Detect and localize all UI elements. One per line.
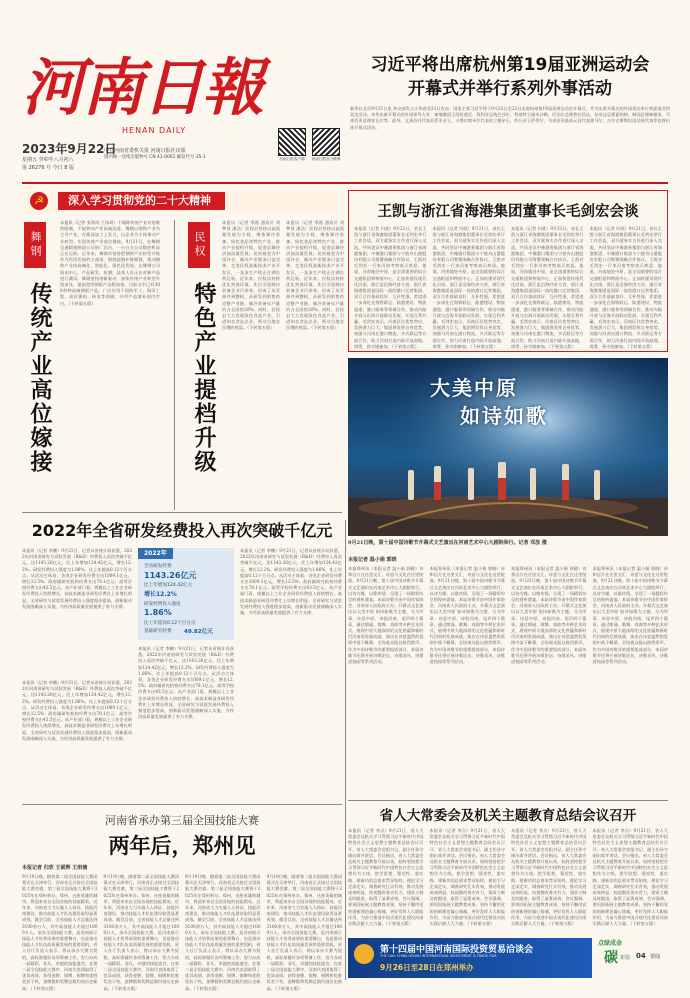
skills-body: 9月19日晚，随着第二届全国技能大赛闭幕式在天津举行，河南省正式接过全国技能大赛会旗，第三届全国技能大赛将于2025年在郑州举办。郑州，这座英雄的城市，将迎来来自全国各地的技能精英。近年来，河南省大力实施人人持证、技能河南建设，推动技能人才队伍建设取得显著成效。截至目前，全省技能人才总量达到3100余万人，其中高技能人才超过1000万人。承办全国技能大赛，是河南展示技能人才培养成果的重要舞台，也是推动技能人才队伍高质量发展的重要契机。省人社厅负责人表示，将以承办大赛为契机，高标准做好各项筹备工作，努力办成一届精彩、非凡、卓越的技能盛会。在第二届全国技能大赛中，河南代表团取得了优异成绩，获得金牌、银牌、铜牌和优胜奖若干枚，金牌数和奖牌总数均创历史新高。（下转第五版） [22, 874, 98, 991]
top-news-body: 新华社北京9月21日电 外交部发言人华春莹21日宣布：国家主席习近平将于9月22日至23日出席杭州第19届亚洲运动会开幕式，并为出席开幕式的外国贵宾举行欢迎宴会和双边活动。来华出席开幕式的外国领导人有：柬埔寨国王西哈莫尼、叙利亚总统巴沙尔、科威特王储米沙勒、尼泊尔总理普拉昌达、东帝汶总理夏纳纳、韩国总理韩德洙、马来西亚总理安瓦尔等。此外，文莱苏丹代表苏菲亚亲王，卡塔尔埃米尔代表哈立德亲王，约旦亲王萨伊尔，马来西亚最高元首代表奥马尔，吉尔吉斯斯坦国总统代表等也将出席开幕式活动。 [350, 106, 670, 130]
fair-logo-icon [354, 944, 374, 964]
fair-ad-dates: 9月26日至28日在郑州举办 [380, 963, 474, 972]
infobox-label: 研发经费投入强度 [144, 602, 181, 607]
promo-word-suffix: 新篇 [620, 955, 631, 961]
logo: 河南日報 [22, 51, 263, 124]
infobox-value: 1.86% [144, 608, 172, 617]
main-story-body: 本报讯（记者 归欣）9月21日，省长王凯与浙江省海港集团董事长毛剑宏举行工作会谈，双方就务实合作进行深入交流，共同见证中豫港务集团与浙江省海港集团、中豫港口集团与宁波舟山港股份有限公司签署战略合作协议。王凯对毛剑宏一行来河南考察表示欢迎。他说，河南地处中原，是全国重要的综合交通枢纽和物流中心，正加快建设现代化河南。浙江是沿海经济大省，浙江省海港集团是国际一流的港口运营集团。双方合作基础良好、互补性强，希望进一步深化在海铁联运、陆港建设、物流通道、港口服务等领域合作，推动内陆开放与沿海开放联动发展，实现互利共赢。毛剑宏表示，河南区位优势突出，发展潜力巨大，集团将发挥自身优势，加强与河南在港口物流、多式联运等方面合作，助力河南打造内陆开放高地。周霁、孙守刚参加。（下转第五版） [589, 226, 662, 349]
infobox-label: 比上年提高0.12个百分点 [144, 621, 196, 626]
infobox-value: 1143.26亿元 [144, 571, 197, 580]
right-story-headline[interactable]: 特色产业提档升级 [191, 282, 217, 474]
right-story-body: 本报讯（记者 李燕 通讯员 刘梦珂 潘洁）民权县坚持以高质量发展为主线，聚焦制冷装备、绿色食品等特色产业，推动产业提档升级，促进县域经济高质量发展。民权被誉为中国冷谷，制冷产业链条日益完善。走进民权高新技术产业开发区，一条条生产线正在满负荷运转。近年来，民权县持续优化营商环境，先后引进制冷装备企业百余家，形成了从零部件到整机、从研发到销售的完整产业链，制冷装备年产量约占全国的20%。同时，民权县大力发展绿色食品产业，引进知名食品企业，带动当地农民增收致富。（下转第五版） [222, 220, 280, 331]
left-story-headline[interactable]: 传统产业高位嫁接 [27, 282, 53, 474]
divider [345, 520, 346, 980]
main-story-body: 本报讯（记者 归欣）9月21日，省长王凯与浙江省海港集团董事长毛剑宏举行工作会谈，双方就务实合作进行深入交流，共同见证中豫港务集团与浙江省海港集团、中豫港口集团与宁波舟山港股份有限公司签署战略合作协议。王凯对毛剑宏一行来河南考察表示欢迎。他说，河南地处中原，是全国重要的综合交通枢纽和物流中心，正加快建设现代化河南。浙江是沿海经济大省，浙江省海港集团是国际一流的港口运营集团。双方合作基础良好、互补性强，希望进一步深化在海铁联运、陆港建设、物流通道、港口服务等领域合作，推动内陆开放与沿海开放联动发展，实现互利共赢。毛剑宏表示，河南区位优势突出，发展潜力巨大，集团将发挥自身优势，加强与河南在港口物流、多式联运等方面合作，助力河南打造内陆开放高地。周霁、孙守刚参加。（下转第五版） [354, 226, 427, 349]
promo-word: 碳 [604, 950, 618, 966]
divider [348, 800, 668, 801]
english-name: HENAN DAILY [122, 126, 187, 135]
org-line-2: 国内统一连续出版物号 CN 41-0001 邮发代号 35-1 [104, 155, 206, 160]
promo-slogan: 点绿成金 [598, 940, 623, 947]
investment-body: 本报讯（记者 李鹏）9月21日，记者从省统计局获悉，2022年河南省研究与试验发展（R&D）经费投入再次突破千亿元，达1143.26亿元，比上年增加124.42亿元，增长12.2%。研发经费投入强度为1.86%，比上年提高0.12个百分点。从活动主体看，各类企业研发经费支出1009.1亿元，增长12.5%；政府属研究机构经费支出78.1亿元；高等学校经费支出43.5亿元。从产业部门看，规模以上工业企业研发经费投入持续增长，高技术制造业研发经费比上年增长明显。全省研究与试验发展经费投入强度稳步提高，创新驱动发展战略深入实施，为经济高质量发展提供了有力支撑。 [240, 548, 342, 616]
qr-code-icon[interactable] [278, 128, 306, 156]
photo-headline-2: 如诗如歌 [460, 404, 548, 428]
divider [22, 512, 342, 513]
top-news [350, 50, 670, 176]
photo-caption: 9月21日晚，第十届中国诗歌节开幕式文艺演出在河南艺术中心大剧院举行。记者 邓放 摄 [348, 540, 547, 546]
main-story-body: 本报讯（记者 归欣）9月21日，省长王凯与浙江省海港集团董事长毛剑宏举行工作会谈，双方就务实合作进行深入交流，共同见证中豫港务集团与浙江省海港集团、中豫港口集团与宁波舟山港股份有限公司签署战略合作协议。王凯对毛剑宏一行来河南考察表示欢迎。他说，河南地处中原，是全国重要的综合交通枢纽和物流中心，正加快建设现代化河南。浙江是沿海经济大省，浙江省海港集团是国际一流的港口运营集团。双方合作基础良好、互补性强，希望进一步深化在海铁联运、陆港建设、物流通道、港口服务等领域合作，推动内陆开放与沿海开放联动发展，实现互利共赢。毛剑宏表示，河南区位优势突出，发展潜力巨大，集团将发挥自身优势，加强与河南在港口物流、多式联运等方面合作，助力河南打造内陆开放高地。周霁、孙守刚参加。（下转第五版） [432, 226, 505, 349]
theme-edu-headline[interactable]: 省人大常委会及机关主题教育总结会议召开 [379, 808, 637, 824]
theme-edu-body: 本报讯（记者 李点）9月21日，省人大常委会及机关学习贯彻习近平新时代中国特色社会主义思想主题教育总结会议召开。省人大常委会党组书记、副主任孙守刚出席并讲话。会议指出，省人大常委会及机关主题教育开展以来，始终坚持把学习贯彻习近平新时代中国特色社会主义思想作为主线，把学思想、强党性、重实践、建新功的总要求贯穿始终，理论学习走深走实，调查研究扎实有效，推动发展成效明显，检视整改务实有力，建章立制及时跟进，取得了显著成效。会议强调，要巩固拓展主题教育成果，坚持不懈用党的创新理论凝心铸魂，更好发挥人大职能作用，为奋力推进中国式现代化建设河南实践贡献人大力量。（下转第五版） [429, 828, 505, 927]
infobox-title: 2022年 [138, 548, 173, 559]
org-line-1: 中共河南省委机关报 河南日报社出版 [104, 148, 186, 154]
qr-code-icon[interactable] [312, 128, 340, 156]
skills-columns [22, 874, 342, 991]
photo-headline-1: 大美中原 [430, 376, 518, 400]
page-number: 04 [636, 952, 646, 960]
fair-ad-title: 第十四届中国河南国际投资贸易洽谈会 [380, 945, 534, 955]
skills-overline: 河南省承办第三届全国技能大赛 [105, 814, 259, 827]
main-story-headline[interactable]: 王凯与浙江省海港集团董事长毛剑宏会谈 [377, 203, 639, 220]
qr-label: 河南日报客户端 [279, 157, 305, 161]
main-story [354, 196, 662, 348]
theme-banner [22, 190, 342, 212]
stage-photo[interactable] [348, 358, 668, 536]
skills-headline[interactable]: 两年后，郑州见 [108, 833, 256, 858]
infobox-label: 比上年增加124.42亿元 [144, 583, 193, 588]
investment-body: 本报讯（记者 李鹏）9月21日，记者从省统计局获悉，2022年河南省研究与试验发展（R&D）经费投入再次突破千亿元，达1143.26亿元，比上年增加124.42亿元，增长12.2%。研发经费投入强度为1.86%，比上年提高0.12个百分点。从活动主体看，各类企业研发经费支出1009.1亿元，增长12.5%；政府属研究机构经费支出78.1亿元；高等学校经费支出43.5亿元。从产业部门看，规模以上工业企业研发经费投入持续增长，高技术制造业研发经费比上年增长明显。全省研究与试验发展经费投入强度稳步提高，创新驱动发展战略深入实施，为经济高质量发展提供了有力支撑。 [22, 680, 132, 741]
right-story-body: 本报讯（记者 李燕 通讯员 刘梦珂 潘洁）民权县坚持以高质量发展为主线，聚焦制冷装备、绿色食品等特色产业，推动产业提档升级，促进县域经济高质量发展。民权被誉为中国冷谷，制冷产业链条日益完善。走进民权高新技术产业开发区，一条条生产线正在满负荷运转。近年来，民权县持续优化营商环境，先后引进制冷装备企业百余家，形成了从零部件到整机、从研发到销售的完整产业链，制冷装备年产量约占全国的20%。同时，民权县大力发展绿色食品产业，引进知名食品企业，带动当地农民增收致富。（下转第五版） [286, 220, 344, 331]
skills-byline: 本报记者 归欣 王硕辉 王雨楠 [22, 865, 88, 871]
investment-headline[interactable]: 2022年全省研发经费投入再次突破千亿元 [31, 521, 333, 540]
party-emblem-icon: ☭ [30, 192, 48, 210]
photo-story-body: 本报郑州讯（本报记者 温小娟 郭晓）诗和远方在这里交汇，诗意与文化在这里绽放。9月21日晚，第十届中国诗歌节开幕式文艺演出在河南艺术中心大剧院举行，以诗为媒，以歌传情，呈现了一场精彩纷呈的视听盛宴。本届诗歌节由中国作家协会、河南省人民政府主办。开幕式文艺演出以大美中原 如诗如歌为主题，分为序章、诗意中原、诗韵河南、尾声四个篇章，通过朗诵、歌舞、戏曲等多种艺术形式，展现中原大地深厚的文化底蕴和新时代河南的发展成就。演出在诗意盎然的氛围中落下帷幕，全场观众报以热烈掌声。作为中国诗歌节的重要组成部分，本届诗歌节还将开展诗歌论坛、诗歌采风、诗歌进校园等系列活动。 [511, 566, 587, 665]
photo-story [348, 556, 668, 796]
qr-label: 河南日报官方微博 [311, 157, 341, 161]
left-story-body: 本报讯（记者 张海涛 王冰玥）不破除传统产业对思维的限制，不能够向产业高端迈进。舞钢以钢铁产业为主导产业，在精深加工上发力，以企业为主体推动产业转型，实现传统产业高位嫁接。9月21日，在舞钢宝通精密制造公司的厂区内，一台台全自动数控机床正在运转。近年来，舞钢市坚持把钢铁产业转型升级作为经济发展的主战场，围绕延链补链强链，推动钢铁产业向高端化、智能化、绿色化发展。在舞钢公司技术中心，产品研发、检测，技术人员正在对新产品进行测试。舞钢坚持创新驱动，加快传统产业转型升级步伐，提高宽厚钢板产品附加值，目前全市已有300余种高端钢板产品，广泛应用于国防军工、海洋工程、高层建筑、核电等领域，多项产品填补国内空白。（下转第五版） [60, 220, 160, 306]
investment-body: 本报讯（记者 李鹏）9月21日，记者从省统计局获悉，2022年河南省研究与试验发展（R&D）经费投入再次突破千亿元，达1143.26亿元，比上年增加124.42亿元，增长12.2%。研发经费投入强度为1.86%，比上年提高0.12个百分点。从活动主体看，各类企业研发经费支出1009.1亿元，增长12.5%；政府属研究机构经费支出78.1亿元；高等学校经费支出43.5亿元。从产业部门看，规模以上工业企业研发经费投入持续增长，高技术制造业研发经费比上年增长明显。全省研究与试验发展经费投入强度稳步提高，创新驱动发展战略深入实施，为经济高质量发展提供了有力支撑。 [22, 548, 132, 609]
masthead [22, 48, 268, 178]
tag-right: 民权 [188, 222, 210, 268]
divider [174, 220, 175, 510]
fair-ad-subtitle: THE 14th CHINA HENAN INTERNATIONAL INVESTMENT & TRADE FAIR [380, 954, 497, 958]
page-section: 要闻 [650, 954, 661, 960]
infobox-label: 全省研发经费 [144, 564, 172, 569]
qr-codes [274, 128, 344, 178]
theme-edu-body: 本报讯（记者 李点）9月21日，省人大常委会及机关学习贯彻习近平新时代中国特色社会主义思想主题教育总结会议召开。省人大常委会党组书记、副主任孙守刚出席并讲话。会议指出，省人大常委会及机关主题教育开展以来，始终坚持把学习贯彻习近平新时代中国特色社会主义思想作为主线，把学思想、强党性、重实践、建新功的总要求贯穿始终，理论学习走深走实，调查研究扎实有效，推动发展成效明显，检视整改务实有力，建章立制及时跟进，取得了显著成效。会议强调，要巩固拓展主题教育成果，坚持不懈用党的创新理论凝心铸魂，更好发挥人大职能作用，为奋力推进中国式现代化建设河南实践贡献人大力量。（下转第五版） [348, 828, 424, 927]
theme-edu-columns [348, 828, 668, 932]
divider [22, 804, 342, 805]
main-story-body: 本报讯（记者 归欣）9月21日，省长王凯与浙江省海港集团董事长毛剑宏举行工作会谈，双方就务实合作进行深入交流，共同见证中豫港务集团与浙江省海港集团、中豫港口集团与宁波舟山港股份有限公司签署战略合作协议。王凯对毛剑宏一行来河南考察表示欢迎。他说，河南地处中原，是全国重要的综合交通枢纽和物流中心，正加快建设现代化河南。浙江是沿海经济大省，浙江省海港集团是国际一流的港口运营集团。双方合作基础良好、互补性强，希望进一步深化在海铁联运、陆港建设、物流通道、港口服务等领域合作，推动内陆开放与沿海开放联动发展，实现互利共赢。毛剑宏表示，河南区位优势突出，发展潜力巨大，集团将发挥自身优势，加强与河南在港口物流、多式联运等方面合作，助力河南打造内陆开放高地。周霁、孙守刚参加。（下转第五版） [511, 226, 584, 349]
infobox-value: 49.82亿元 [184, 629, 213, 635]
top-news-title-1[interactable]: 习近平将出席杭州第19届亚洲运动会 [370, 55, 650, 75]
carbon-promo[interactable] [598, 938, 668, 978]
investment-body: 本报讯（记者 李鹏）9月21日，记者从省统计局获悉，2022年河南省研究与试验发展（R&D）经费投入再次突破千亿元，达1143.26亿元，比上年增加124.42亿元，增长12.2%。研发经费投入强度为1.86%，比上年提高0.12个百分点。从活动主体看，各类企业研发经费支出1009.1亿元，增长12.5%；政府属研究机构经费支出78.1亿元；高等学校经费支出43.5亿元。从产业部门看，规模以上工业企业研发经费投入持续增长，高技术制造业研发经费比上年增长明显。全省研究与试验发展经费投入强度稳步提高，创新驱动发展战略深入实施，为经济高质量发展提供了有力支撑。 [138, 646, 234, 720]
issue-number: 第 26276 号 今日 8 版 [22, 165, 75, 171]
top-news-title-2[interactable]: 开幕式并举行系列外事活动 [408, 79, 612, 99]
photo-story-columns [348, 566, 668, 796]
skills-body: 9月19日晚，随着第二届全国技能大赛闭幕式在天津举行，河南省正式接过全国技能大赛会旗，第三届全国技能大赛将于2025年在郑州举办。郑州，这座英雄的城市，将迎来来自全国各地的技能精英。近年来，河南省大力实施人人持证、技能河南建设，推动技能人才队伍建设取得显著成效。截至目前，全省技能人才总量达到3100余万人，其中高技能人才超过1000万人。承办全国技能大赛，是河南展示技能人才培养成果的重要舞台，也是推动技能人才队伍高质量发展的重要契机。省人社厅负责人表示，将以承办大赛为契机，高标准做好各项筹备工作，努力办成一届精彩、非凡、卓越的技能盛会。在第二届全国技能大赛中，河南代表团取得了优异成绩，获得金牌、银牌、铜牌和优胜奖若干枚，金牌数和奖牌总数均创历史新高。（下转第五版） [103, 874, 179, 991]
main-story-columns [354, 226, 662, 349]
photo-story-byline: 本报记者 温小娟 郭晓 [348, 557, 397, 563]
infobox-value: 增长12.2% [144, 591, 177, 598]
skills-body: 9月19日晚，随着第二届全国技能大赛闭幕式在天津举行，河南省正式接过全国技能大赛会旗，第三届全国技能大赛将于2025年在郑州举办。郑州，这座英雄的城市，将迎来来自全国各地的技能精英。近年来，河南省大力实施人人持证、技能河南建设，推动技能人才队伍建设取得显著成效。截至目前，全省技能人才总量达到3100余万人，其中高技能人才超过1000万人。承办全国技能大赛，是河南展示技能人才培养成果的重要舞台，也是推动技能人才队伍高质量发展的重要契机。省人社厅负责人表示，将以承办大赛为契机，高标准做好各项筹备工作，努力办成一届精彩、非凡、卓越的技能盛会。在第二届全国技能大赛中，河南代表团取得了优异成绩，获得金牌、银牌、铜牌和优胜奖若干枚，金牌数和奖牌总数均创历史新高。（下转第五版） [266, 874, 342, 991]
masthead-divider [22, 182, 668, 184]
publish-date: 2023年9月22日 [22, 142, 117, 156]
tag-left: 舞钢 [24, 222, 46, 268]
infobox-label: 基础研究经费 [144, 629, 172, 634]
theme-edu-body: 本报讯（记者 李点）9月21日，省人大常委会及机关学习贯彻习近平新时代中国特色社会主义思想主题教育总结会议召开。省人大常委会党组书记、副主任孙守刚出席并讲话。会议指出，省人大常委会及机关主题教育开展以来，始终坚持把学习贯彻习近平新时代中国特色社会主义思想作为主线，把学思想、强党性、重实践、建新功的总要求贯穿始终，理论学习走深走实，调查研究扎实有效，推动发展成效明显，检视整改务实有力，建章立制及时跟进，取得了显著成效。会议强调，要巩固拓展主题教育成果，坚持不懈用党的创新理论凝心铸魂，更好发挥人大职能作用，为奋力推进中国式现代化建设河南实践贡献人大力量。（下转第五版） [511, 828, 587, 927]
theme-edu-body: 本报讯（记者 李点）9月21日，省人大常委会及机关学习贯彻习近平新时代中国特色社会主义思想主题教育总结会议召开。省人大常委会党组书记、副主任孙守刚出席并讲话。会议指出，省人大常委会及机关主题教育开展以来，始终坚持把学习贯彻习近平新时代中国特色社会主义思想作为主线，把学思想、强党性、重实践、建新功的总要求贯穿始终，理论学习走深走实，调查研究扎实有效，推动发展成效明显，检视整改务实有力，建章立制及时跟进，取得了显著成效。会议强调，要巩固拓展主题教育成果，坚持不懈用党的创新理论凝心铸魂，更好发挥人大职能作用，为奋力推进中国式现代化建设河南实践贡献人大力量。（下转第五版） [592, 828, 668, 927]
banner-slogan[interactable]: 深入学习贯彻党的二十大精神 [58, 192, 225, 210]
fair-ad[interactable] [348, 938, 592, 978]
investment-infobox [138, 548, 234, 640]
photo-story-body: 本报郑州讯（本报记者 温小娟 郭晓）诗和远方在这里交汇，诗意与文化在这里绽放。9月21日晚，第十届中国诗歌节开幕式文艺演出在河南艺术中心大剧院举行，以诗为媒，以歌传情，呈现了一场精彩纷呈的视听盛宴。本届诗歌节由中国作家协会、河南省人民政府主办。开幕式文艺演出以大美中原 如诗如歌为主题，分为序章、诗意中原、诗韵河南、尾声四个篇章，通过朗诵、歌舞、戏曲等多种艺术形式，展现中原大地深厚的文化底蕴和新时代河南的发展成就。演出在诗意盎然的氛围中落下帷幕，全场观众报以热烈掌声。作为中国诗歌节的重要组成部分，本届诗歌节还将开展诗歌论坛、诗歌采风、诗歌进校园等系列活动。 [592, 566, 668, 665]
photo-story-body: 本报郑州讯（本报记者 温小娟 郭晓）诗和远方在这里交汇，诗意与文化在这里绽放。9月21日晚，第十届中国诗歌节开幕式文艺演出在河南艺术中心大剧院举行，以诗为媒，以歌传情，呈现了一场精彩纷呈的视听盛宴。本届诗歌节由中国作家协会、河南省人民政府主办。开幕式文艺演出以大美中原 如诗如歌为主题，分为序章、诗意中原、诗韵河南、尾声四个篇章，通过朗诵、歌舞、戏曲等多种艺术形式，展现中原大地深厚的文化底蕴和新时代河南的发展成就。演出在诗意盎然的氛围中落下帷幕，全场观众报以热烈掌声。作为中国诗歌节的重要组成部分，本届诗歌节还将开展诗歌论坛、诗歌采风、诗歌进校园等系列活动。 [348, 566, 424, 665]
photo-story-body: 本报郑州讯（本报记者 温小娟 郭晓）诗和远方在这里交汇，诗意与文化在这里绽放。9月21日晚，第十届中国诗歌节开幕式文艺演出在河南艺术中心大剧院举行，以诗为媒，以歌传情，呈现了一场精彩纷呈的视听盛宴。本届诗歌节由中国作家协会、河南省人民政府主办。开幕式文艺演出以大美中原 如诗如歌为主题，分为序章、诗意中原、诗韵河南、尾声四个篇章，通过朗诵、歌舞、戏曲等多种艺术形式，展现中原大地深厚的文化底蕴和新时代河南的发展成就。演出在诗意盎然的氛围中落下帷幕，全场观众报以热烈掌声。作为中国诗歌节的重要组成部分，本届诗歌节还将开展诗歌论坛、诗歌采风、诗歌进校园等系列活动。 [429, 566, 505, 665]
skills-body: 9月19日晚，随着第二届全国技能大赛闭幕式在天津举行，河南省正式接过全国技能大赛会旗，第三届全国技能大赛将于2025年在郑州举办。郑州，这座英雄的城市，将迎来来自全国各地的技能精英。近年来，河南省大力实施人人持证、技能河南建设，推动技能人才队伍建设取得显著成效。截至目前，全省技能人才总量达到3100余万人，其中高技能人才超过1000万人。承办全国技能大赛，是河南展示技能人才培养成果的重要舞台，也是推动技能人才队伍高质量发展的重要契机。省人社厅负责人表示，将以承办大赛为契机，高标准做好各项筹备工作，努力办成一届精彩、非凡、卓越的技能盛会。在第二届全国技能大赛中，河南代表团取得了优异成绩，获得金牌、银牌、铜牌和优胜奖若干枚，金牌数和奖牌总数均创历史新高。（下转第五版） [185, 874, 261, 991]
weekday-lunar: 星期五 癸卯年八月初八 [22, 157, 74, 163]
